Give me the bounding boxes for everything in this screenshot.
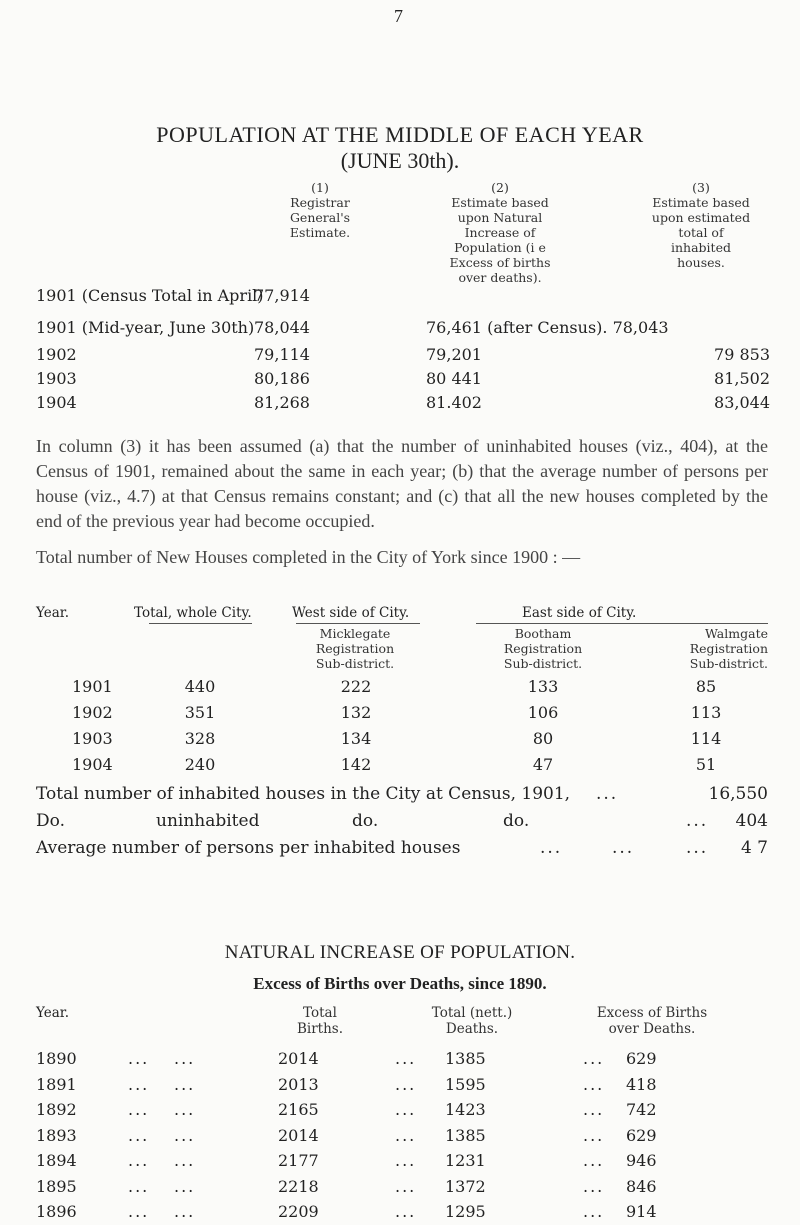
bootham-line: Bootham [514,626,572,641]
pop-row-c1: 81,268 [254,393,310,412]
houses-row-bootham: 47 [532,755,554,774]
houses-row-walmgate: 51 [695,755,717,774]
leader-dots: ... [128,1075,150,1094]
total-header-rule [149,623,252,624]
natural-row-births: 2013 [278,1075,319,1094]
natural-row-year: 1896 [36,1202,77,1221]
leader-dots: ... [583,1049,605,1068]
midyear-row-estimates: 76,461 (after Census). 78,043 [426,318,669,337]
natural-row-births: 2209 [278,1202,319,1221]
deaths-header-line: Deaths. [445,1021,499,1037]
excess-header-line: Excess of Births [596,1005,708,1021]
summary-uninhabited-do1: do. [352,811,379,831]
natural-row-births: 2218 [278,1177,319,1196]
pop-row-c3: 83,044 [714,393,770,412]
leader-dots: ... [174,1177,196,1196]
walmgate-header [640,626,768,671]
col3-line: Estimate based [652,195,750,210]
col3-line: total of [678,225,724,240]
population-subtitle: (JUNE 30th). [340,148,460,173]
natural-row-year: 1890 [36,1049,77,1068]
leader-dots: ... [128,1177,150,1196]
col3-line: inhabited [671,240,731,255]
leader-dots: ... [395,1202,417,1221]
houses-row-micklegate: 222 [340,677,372,696]
houses-east-header: East side of City. [522,605,637,621]
natural-row-births: 2014 [278,1126,319,1145]
excess-header [582,1005,722,1037]
summary-inhabited-value: 16,550 [708,784,768,804]
houses-row-micklegate: 134 [340,729,372,748]
col3-line: upon estimated [651,210,751,225]
natural-row-year: 1893 [36,1126,77,1145]
natural-row-excess: 846 [626,1177,657,1196]
pop-row-year: 1904 [36,393,77,412]
census-row-label: 1901 (Census Total in April) [36,286,264,305]
houses-row-micklegate: 132 [340,703,372,722]
natural-row-year: 1892 [36,1100,77,1119]
col2-header [420,180,580,285]
leader-dots: ... [395,1151,417,1170]
natural-row-excess: 914 [626,1202,657,1221]
walmgate-line: Registration [689,641,768,656]
natural-row-deaths: 1295 [445,1202,486,1221]
micklegate-line: Micklegate [319,626,391,641]
natural-row-deaths: 1372 [445,1177,486,1196]
natural-title: NATURAL INCREASE OF POPULATION. [224,942,576,963]
col1-number: (1) [311,180,329,195]
col3-line: houses. [677,255,725,270]
houses-year-header: Year. [36,605,70,621]
leader-dots: ... [583,1126,605,1145]
houses-row-total: 328 [184,729,216,748]
pop-row-c2: 81.402 [426,393,482,412]
census-row-value: 77,914 [254,286,310,305]
leader-dots: ... [128,1151,150,1170]
col2-line: Excess of births [449,255,551,270]
walmgate-line: Walmgate [705,626,768,641]
col3-header [636,180,766,270]
houses-row-year: 1903 [72,729,113,748]
east-header-rule [476,623,768,624]
natural-row-births: 2177 [278,1151,319,1170]
births-header-line: Births. [296,1021,344,1037]
houses-row-total: 440 [184,677,216,696]
bootham-header [478,626,608,671]
col1-header [270,180,370,240]
leader-dots: ... [174,1126,196,1145]
assumptions-paragraph: In column (3) it has been assumed (a) that the number of uninhabited houses (viz., 404), at the Census of 1901, remained about the same in each year; (b) that the average number of persons per house (viz., 4.7) at that Census remains constant; and (c) that all the new houses completed by the end of the previous year had become occupied. [36,436,768,531]
col3-number: (3) [692,180,710,195]
houses-row-walmgate: 85 [695,677,717,696]
leader-dots: ... [395,1049,417,1068]
natural-row-deaths: 1385 [445,1126,486,1145]
houses-row-year: 1901 [72,677,113,696]
summary-average-value: 4 7 [740,838,768,858]
houses-row-micklegate: 142 [340,755,372,774]
natural-row-excess: 629 [626,1126,657,1145]
houses-west-header: West side of City. [292,605,410,621]
leader-dots: ... [128,1100,150,1119]
births-header [270,1005,370,1037]
leader-dots: ... [583,1151,605,1170]
natural-row-year: 1895 [36,1177,77,1196]
natural-year-header: Year. [36,1005,70,1021]
leader-dots: ... [174,1202,196,1221]
natural-row-year: 1894 [36,1151,77,1170]
pop-row-c2: 80 441 [426,369,482,388]
leader-dots: ... [128,1202,150,1221]
summary-uninhabited-value: 404 [735,811,768,831]
natural-row-excess: 742 [626,1100,657,1119]
col2-line: Population (i e [454,240,546,255]
leader-dots: ... [583,1100,605,1119]
col2-line: upon Natural [457,210,543,225]
houses-row-total: 240 [184,755,216,774]
natural-row-deaths: 1423 [445,1100,486,1119]
leader-dots: ... [583,1202,605,1221]
col2-line: Estimate based [451,195,549,210]
natural-row-excess: 629 [626,1049,657,1068]
population-title: POPULATION AT THE MIDDLE OF EACH YEAR [156,122,644,147]
col2-line: Increase of [464,225,536,240]
leader-dots: ... [395,1100,417,1119]
leader-dots: ... [128,1126,150,1145]
births-header-line: Total [303,1005,337,1021]
leader-dots: ... [174,1075,196,1094]
natural-row-year: 1891 [36,1075,77,1094]
pop-row-c2: 79,201 [426,345,482,364]
col1-line: General's [289,210,351,225]
natural-row-excess: 418 [626,1075,657,1094]
houses-row-walmgate: 113 [690,703,722,722]
micklegate-line: Registration [315,641,395,656]
houses-row-bootham: 80 [532,729,554,748]
west-header-rule [296,623,420,624]
midyear-row-value: 78,044 [254,318,310,337]
houses-row-bootham: 133 [527,677,559,696]
summary-average-label: Average number of persons per inhabited houses [36,838,461,858]
houses-row-year: 1902 [72,703,113,722]
col2-line: over deaths). [458,270,542,285]
summary-uninhabited-mid: uninhabited [156,811,260,831]
excess-header-line: over Deaths. [608,1021,696,1037]
natural-row-deaths: 1385 [445,1049,486,1068]
houses-row-total: 351 [184,703,216,722]
houses-intro: Total number of New Houses completed in the City of York since 1900 : — [36,547,581,567]
natural-row-deaths: 1595 [445,1075,486,1094]
houses-row-year: 1904 [72,755,113,774]
pop-row-year: 1903 [36,369,77,388]
natural-row-births: 2014 [278,1049,319,1068]
pop-row-c1: 80,186 [254,369,310,388]
col2-number: (2) [491,180,509,195]
houses-total-header: Total, whole City. [134,605,252,621]
pop-row-c3: 79 853 [714,345,770,364]
pop-row-year: 1902 [36,345,77,364]
leader-dots: ... [395,1075,417,1094]
leader-dots: ... [583,1177,605,1196]
leader-dots: ... [583,1075,605,1094]
deaths-header-line: Total (nett.) [431,1005,513,1021]
page-number: 7 [394,6,403,26]
summary-uninhabited-label: Do. [36,811,65,831]
leader-dots: ... [395,1126,417,1145]
micklegate-line: Sub-district. [315,656,395,671]
natural-subtitle: Excess of Births over Deaths, since 1890. [253,974,547,993]
bootham-line: Registration [503,641,583,656]
pop-row-c1: 79,114 [254,345,310,364]
summary-inhabited-label: Total number of inhabited houses in the City at Census, 1901, [36,784,571,804]
houses-row-walmgate: 114 [690,729,722,748]
bootham-line: Sub-district. [503,656,583,671]
natural-row-deaths: 1231 [445,1151,486,1170]
natural-row-excess: 946 [626,1151,657,1170]
natural-row-births: 2165 [278,1100,319,1119]
pop-row-c3: 81,502 [714,369,770,388]
leader-dots: ... [174,1151,196,1170]
midyear-row-label: 1901 (Mid-year, June 30th) [36,318,255,337]
leader-dots: ... [174,1049,196,1068]
walmgate-line: Sub-district. [689,656,768,671]
col1-line: Registrar [290,195,350,210]
micklegate-header [290,626,420,671]
leader-dots: ... [174,1100,196,1119]
leader-dots: ... [395,1177,417,1196]
deaths-header [414,1005,530,1037]
leader-dots: ... [128,1049,150,1068]
col1-line: Estimate. [289,225,351,240]
summary-uninhabited-do2: do. [503,811,530,831]
houses-row-bootham: 106 [527,703,559,722]
